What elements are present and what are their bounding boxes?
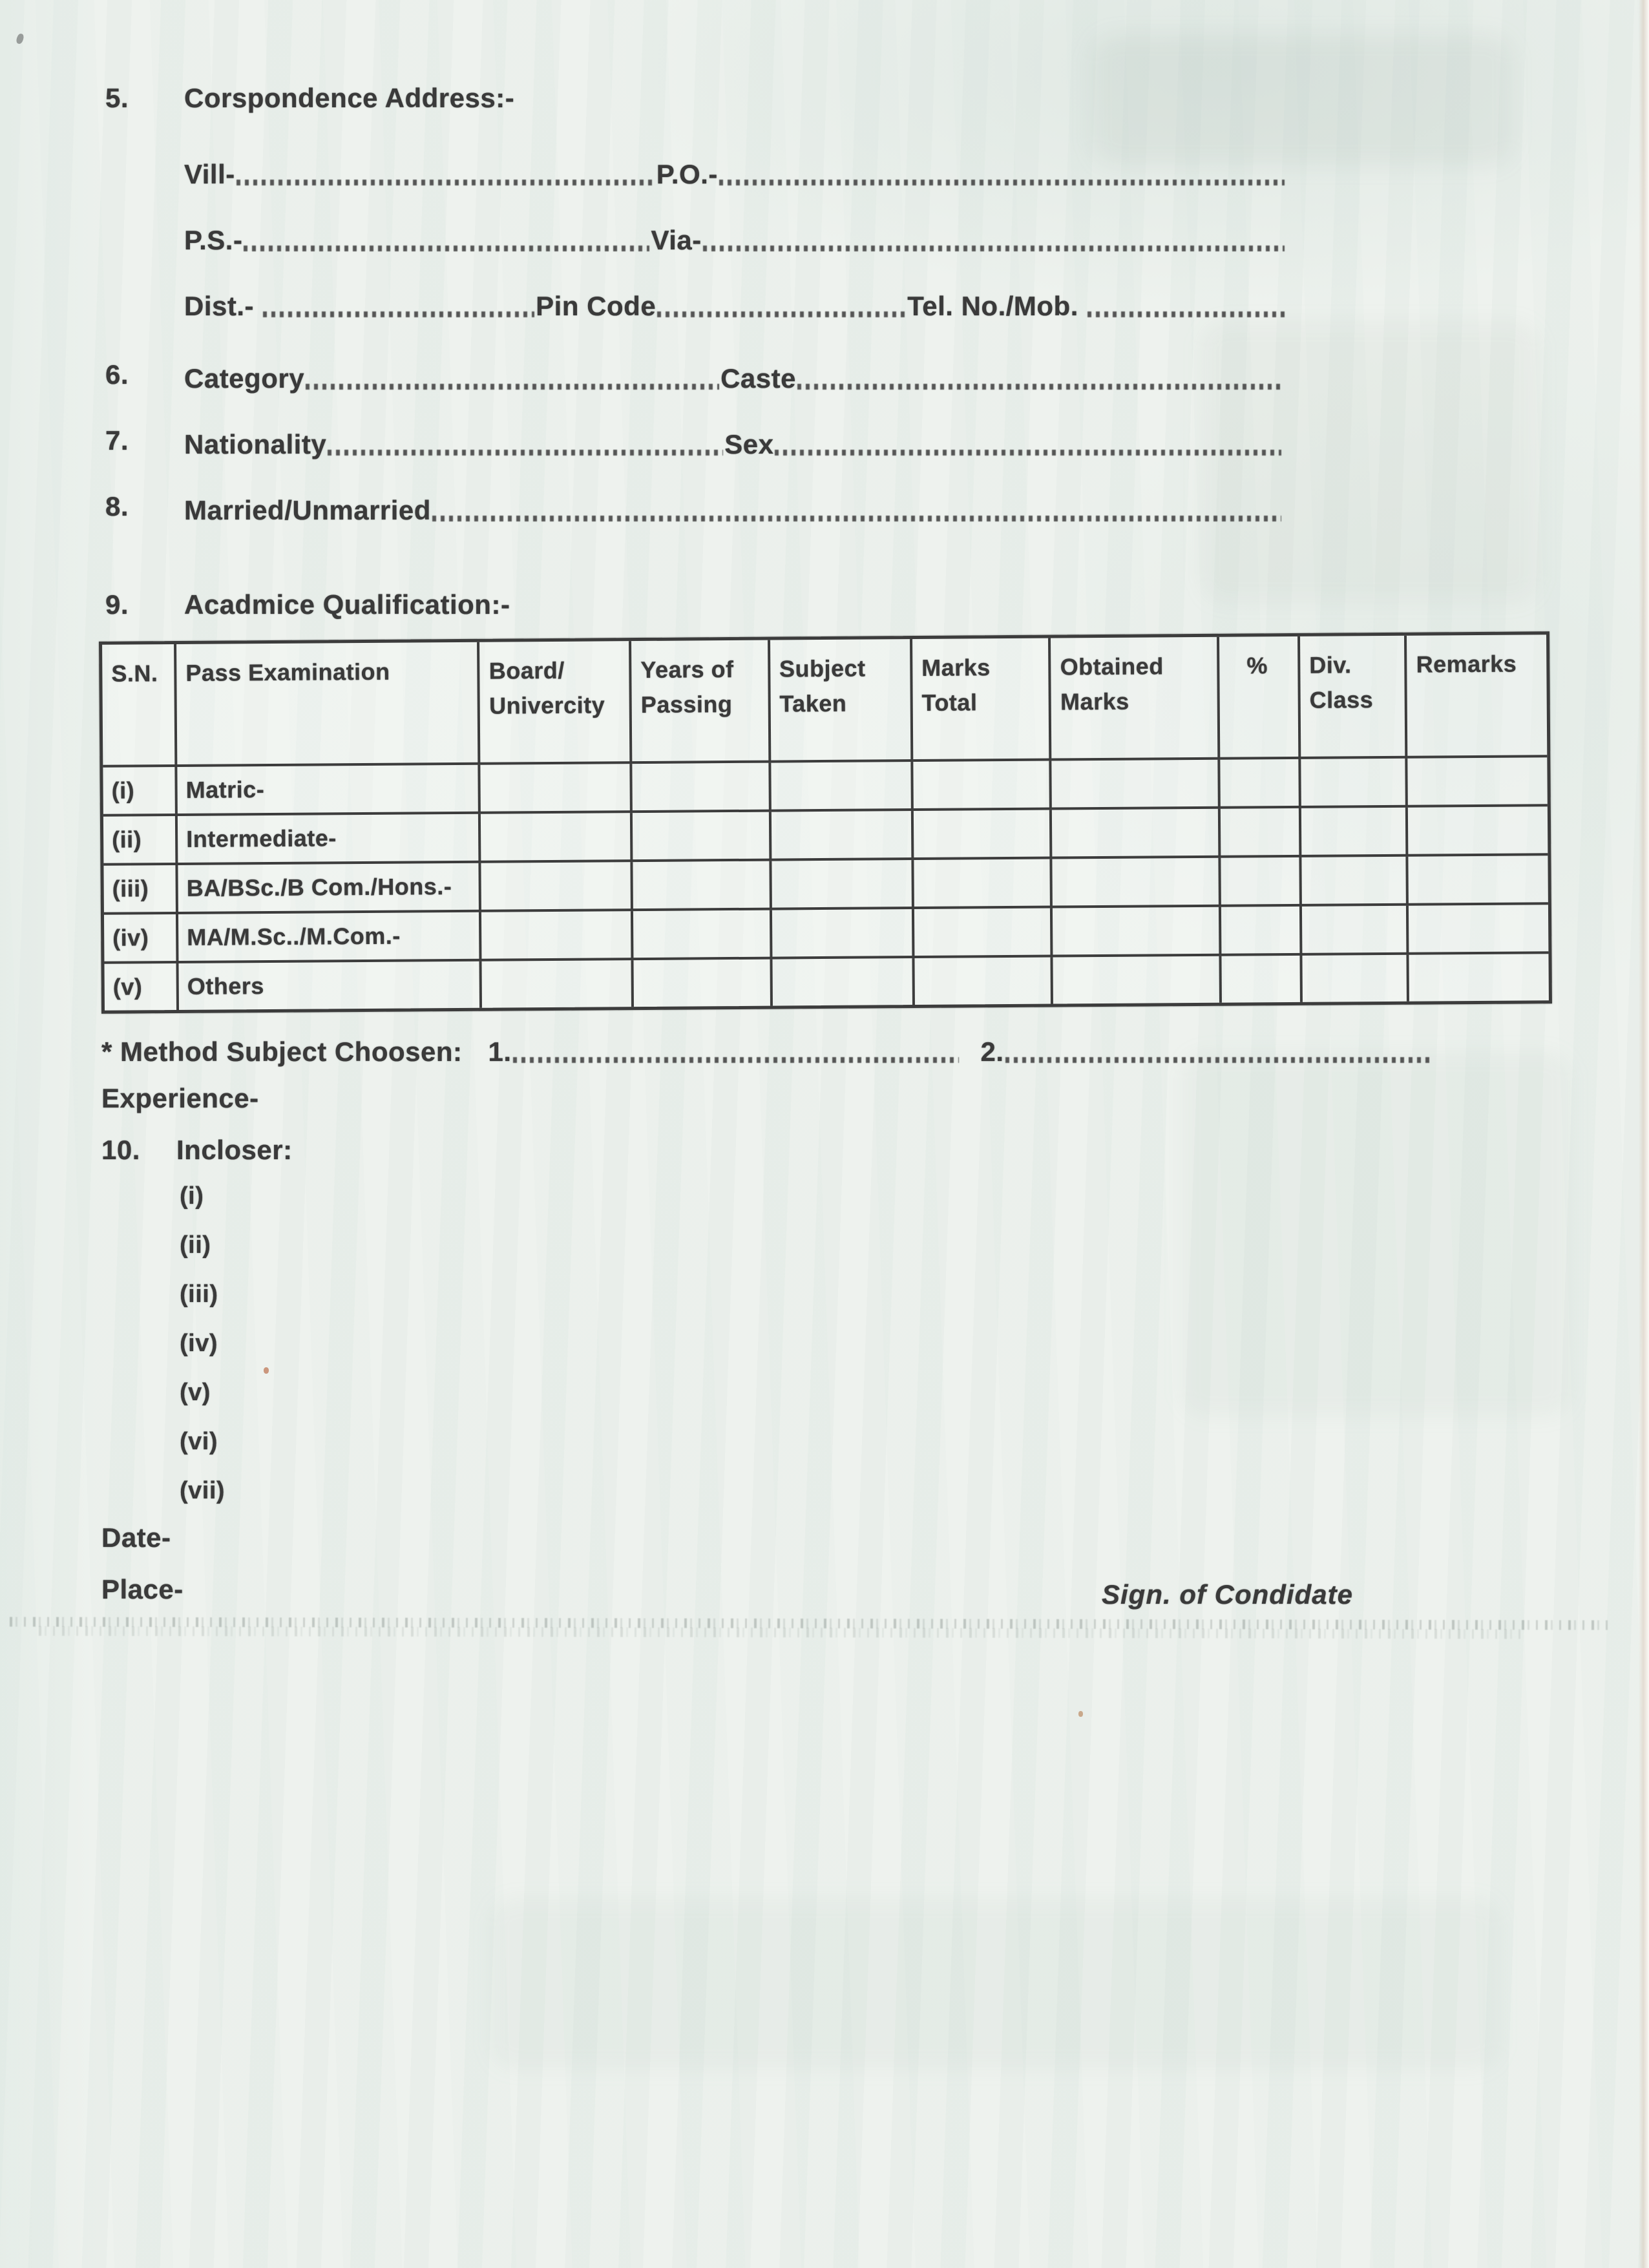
field-label-tel: Tel. No./Mob. (907, 291, 1087, 321)
table-cell-empty (914, 810, 1053, 860)
table-row-sn: (iv) (104, 914, 179, 964)
field-row-category-caste (184, 359, 1283, 394)
field-label-married: Married/Unmarried (184, 495, 431, 525)
dotted-fill-line (1005, 1057, 1430, 1063)
table-cell-empty (914, 958, 1053, 1005)
incloser-list-item: (v) (180, 1379, 211, 1406)
dotted-fill-line (775, 450, 1281, 456)
table-row-sn: (v) (105, 963, 180, 1011)
field-label-pincode: Pin Code (536, 291, 656, 321)
table-cell-empty (1220, 759, 1301, 809)
table-header-percent: % (1219, 636, 1301, 760)
table-cell-empty (1053, 858, 1221, 908)
scan-speck (1078, 1711, 1083, 1717)
table-header-years-of-passing: Years of Passing (631, 640, 771, 764)
field-row-method-subject (101, 1033, 1431, 1067)
table-row-sn: (iii) (103, 865, 178, 915)
incloser-list-item: (vii) (180, 1477, 226, 1504)
table-cell-empty (913, 761, 1052, 811)
incloser-list-item: (ii) (180, 1232, 211, 1259)
table-header-marks-total: Marks Total (912, 638, 1052, 762)
table-cell-empty (481, 862, 633, 912)
table-cell-empty (1408, 757, 1548, 808)
table-cell-empty (482, 960, 634, 1008)
table-cell-empty (772, 811, 914, 861)
table-row-exam: Others (179, 961, 483, 1010)
table-cell-empty (1409, 954, 1549, 1002)
item-number-9: 9. (105, 589, 129, 620)
field-label-via: Via- (651, 225, 702, 255)
table-row-exam: BA/BSc./B Com./Hons.- (178, 863, 482, 914)
incloser-list-item: (vi) (180, 1428, 218, 1455)
bleed-through-smudge (1182, 1053, 1570, 1415)
table-cell-empty (914, 859, 1053, 909)
page-edge-shadow (1639, 0, 1649, 2268)
table-row-sn: (i) (103, 767, 178, 817)
dotted-fill-line (306, 384, 719, 390)
item-number-10: 10. (101, 1135, 140, 1165)
table-cell-empty (1408, 806, 1548, 857)
table-row-sn: (ii) (103, 816, 178, 866)
table-cell-empty (633, 861, 772, 911)
incloser-list-item: (iv) (180, 1330, 218, 1357)
table-cell-empty (1052, 760, 1221, 810)
table-cell-empty (1053, 907, 1221, 958)
signature-label: Sign. of Condidate (1102, 1579, 1353, 1610)
table-row-exam: Matric- (177, 765, 481, 816)
field-label-method-subject: * Method Subject Choosen: (101, 1036, 463, 1067)
table-cell-empty (1221, 956, 1303, 1003)
dotted-fill-line (703, 246, 1285, 251)
table-cell-empty (1301, 759, 1408, 808)
dotted-fill-line (263, 311, 534, 317)
dotted-fill-line (432, 516, 1281, 521)
table-header-remarks: Remarks (1407, 635, 1547, 759)
field-label-vill: Vill- (184, 159, 235, 189)
table-cell-empty (481, 813, 633, 863)
item-number-8: 8. (105, 491, 129, 521)
dotted-fill-line (236, 180, 655, 185)
dotted-fill-line (513, 1057, 959, 1063)
dotted-fill-line (1087, 311, 1285, 317)
item-label-incloser: Incloser: (176, 1135, 293, 1165)
field-row-nationality-sex (184, 425, 1283, 460)
scan-speck (264, 1367, 269, 1374)
table-cell-empty (1221, 907, 1303, 956)
table-cell-empty (1302, 906, 1409, 956)
dotted-fill-line (797, 384, 1281, 390)
table-cell-empty (481, 764, 633, 814)
table-cell-empty (1221, 808, 1302, 858)
item-number-7: 7. (105, 425, 129, 456)
dotted-fill-line (244, 246, 649, 251)
table-header-div-class: Div. Class (1300, 636, 1408, 759)
table-cell-empty (1409, 856, 1548, 906)
qualification-table (99, 631, 1552, 1014)
item-label-academic-qualification: Acadmice Qualification:- (184, 589, 510, 620)
table-cell-empty (772, 958, 915, 1006)
table-cell-empty (1301, 857, 1409, 907)
incloser-list-item: (iii) (180, 1281, 218, 1308)
bleed-through-smudge (1092, 36, 1512, 165)
item-label-correspondence-address: Corspondence Address:- (184, 83, 515, 113)
incloser-list-item: (i) (180, 1182, 204, 1210)
field-row-dist-pin-tel (184, 287, 1286, 322)
field-row-ps-via (184, 221, 1286, 256)
table-cell-empty (1302, 955, 1409, 1002)
field-label-date: Date- (101, 1522, 171, 1553)
table-cell-empty (634, 960, 773, 1007)
table-cell-empty (1301, 808, 1409, 857)
bleed-through-smudge (491, 1900, 1499, 2068)
field-label-method-2: 2. (980, 1036, 1004, 1067)
table-cell-empty (1221, 857, 1302, 907)
dotted-fill-line (328, 450, 723, 456)
scan-speck (16, 33, 25, 45)
table-row-exam: MA/M.Sc../M.Com.- (178, 912, 482, 963)
table-cell-empty (772, 909, 915, 960)
table-header-sn: S.N. (102, 644, 177, 768)
field-label-place: Place- (101, 1574, 184, 1604)
table-cell-empty (633, 812, 772, 862)
table-cell-empty (1409, 905, 1548, 955)
field-label-category: Category (184, 363, 305, 394)
table-row-exam: Intermediate- (178, 814, 481, 865)
table-cell-empty (633, 910, 772, 960)
field-row-married (184, 491, 1283, 526)
dotted-fill-line (657, 311, 906, 317)
dotted-fill-line (719, 180, 1285, 185)
table-cell-empty (481, 911, 633, 961)
table-cell-empty (771, 762, 914, 812)
field-label-experience: Experience- (101, 1083, 259, 1113)
field-label-dist: Dist.- (184, 291, 262, 321)
field-label-ps: P.S.- (184, 225, 243, 255)
field-label-caste: Caste (720, 363, 796, 394)
table-cell-empty (632, 763, 771, 813)
field-label-method-1: 1. (488, 1036, 512, 1067)
item-number-5: 5. (105, 83, 129, 113)
table-cell-empty (772, 860, 914, 910)
field-label-po: P.O.- (656, 159, 718, 189)
table-header-pass-examination: Pass Examination (176, 642, 481, 767)
table-cell-empty (1053, 956, 1222, 1004)
field-row-vill-po (184, 155, 1286, 190)
table-cell-empty (1052, 809, 1221, 859)
table-header-subject-taken: Subject Taken (770, 639, 913, 763)
table-header-obtained-marks: Obtained Marks (1051, 637, 1220, 761)
table-cell-empty (914, 908, 1053, 958)
item-number-6: 6. (105, 359, 129, 390)
field-label-sex: Sex (724, 429, 774, 459)
table-header-board-university: Board/ Univercity (479, 641, 632, 765)
field-label-nationality: Nationality (184, 429, 327, 459)
